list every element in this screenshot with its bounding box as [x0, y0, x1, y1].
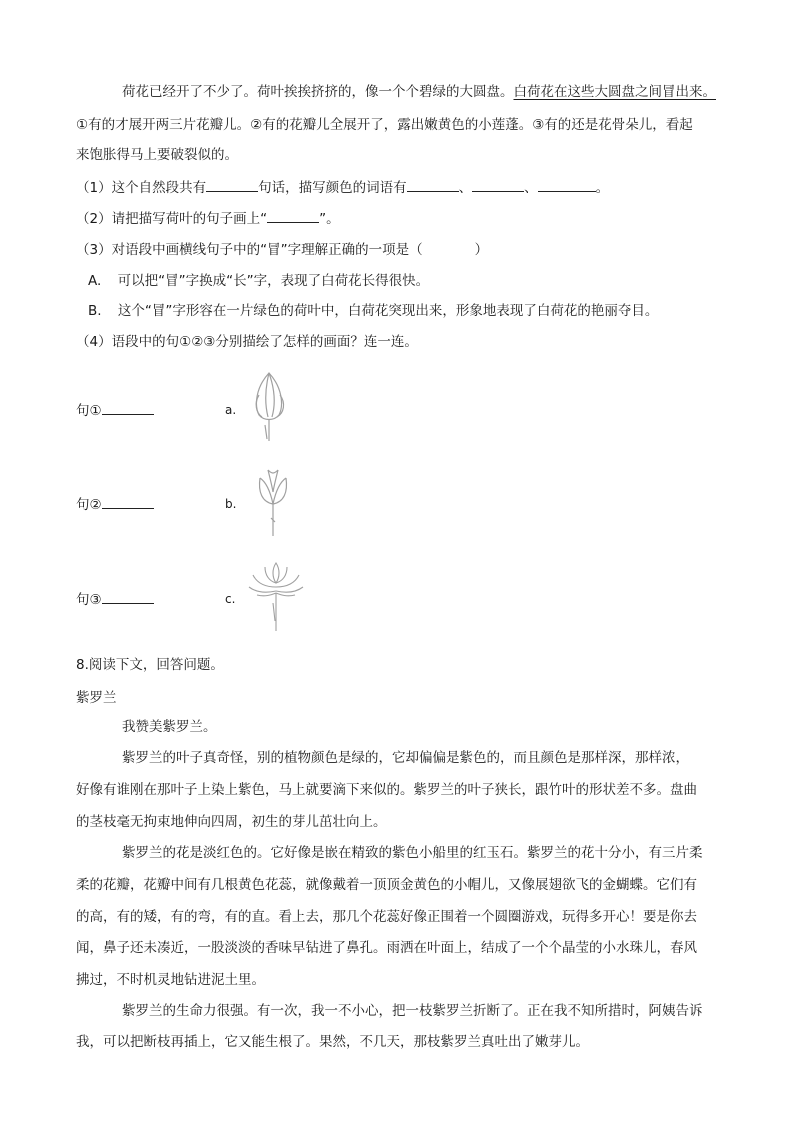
article-paragraph-3-line: 柔的花瓣，花瓣中间有几根黄色花蕊，就像戴着一顶顶金黄色的小帽儿，又像展翅欲飞的金蝴蝶。它们有 [76, 877, 697, 893]
option-b-text: 这个“冒”字形容在一片绿色的荷叶中，白荷花突现出来，形象地表现了白荷花的艳丽夺目。 [117, 303, 659, 319]
question-1-mid: 句话，描写颜色的词语有 [258, 180, 407, 196]
question-3 [76, 240, 488, 260]
question-1-prefix: （1）这个自然段共有 [76, 180, 207, 196]
option-b-label: B. [88, 303, 102, 319]
question-2 [76, 208, 340, 229]
sentence-label: 句① [76, 403, 102, 419]
option-c-marker: c. [225, 592, 236, 606]
passage-text: 荷花已经开了不少了。荷叶挨挨挤挤的，像一个个碧绿的大圆盘。 [122, 84, 514, 100]
answer-blank[interactable] [538, 177, 596, 192]
match-blank[interactable] [102, 400, 154, 415]
article-paragraph-2-line: 的茎枝毫无拘束地伸向四周，初生的芽儿茁壮向上。 [76, 814, 387, 830]
question-2-prefix: （2）请把描写荷叶的句子画上“ [76, 211, 268, 227]
sentence-label: 句③ [76, 592, 102, 608]
option-a-text: 可以把“冒”字换成“长”字，表现了白荷花长得很快。 [117, 273, 430, 289]
separator: 、 [458, 180, 473, 196]
match-sentence-2 [76, 494, 154, 515]
option-b-marker: b. [225, 497, 237, 511]
article-paragraph-2-line: 好像有谁刚在那叶子上染上紫色，马上就要滴下来似的。紫罗兰的叶子狭长，跟竹叶的形状差不多。盘曲 [76, 782, 697, 798]
article-paragraph-3-line: 的高，有的矮，有的弯，有的直。看上去，那几个花蕊好像正围着一个圆圈游戏，玩得多开心！要是你去 [76, 909, 697, 925]
option-b[interactable] [88, 301, 658, 321]
passage-line-1 [122, 82, 716, 102]
match-blank[interactable] [102, 494, 154, 509]
period: 。 [595, 180, 610, 196]
match-sentence-3 [76, 589, 154, 610]
question-3-text: （3）对语段中画横线句子中的“冒”字理解正确的一项是（ [76, 242, 423, 258]
article-paragraph-2-line: 紫罗兰的叶子真奇怪，别的植物颜色是绿的，它却偏偏是紫色的，而且颜色是那样深，那样浓， [122, 750, 689, 766]
article-paragraph-1: 我赞美紫罗兰。 [122, 719, 217, 735]
option-a-marker: a. [225, 403, 237, 417]
answer-blank[interactable] [407, 177, 459, 192]
question-4: （4）语段中的句①②③分别描绘了怎样的画面？连一连。 [76, 334, 418, 350]
article-paragraph-3-line: 紫罗兰的花是淡红色的。它好像是嵌在精致的紫色小船里的红玉石。紫罗兰的花十分小，有三片柔 [122, 845, 703, 861]
article-paragraph-3-line: 拂过，不时机灵地钻进泥土里。 [76, 972, 265, 988]
question-1 [76, 177, 609, 198]
passage-line-3: 来饱胀得马上要破裂似的。 [76, 147, 238, 163]
passage-line-2: ①有的才展开两三片花瓣儿。②有的花瓣儿全展开了，露出嫩黄色的小莲蓬。③有的还是花骨朵儿，看起 [76, 117, 693, 133]
option-a-label: A. [88, 273, 102, 289]
article-paragraph-3-line: 闻，鼻子还未凑近，一股淡淡的香味早钻进了鼻孔。雨洒在叶面上，结成了一个个晶莹的小水珠儿，春风 [76, 940, 697, 956]
underlined-sentence: 白荷花在这些大圆盘之间冒出来。 [513, 84, 716, 100]
lotus-tulip-icon [248, 460, 298, 538]
close-paren: ） [474, 242, 489, 258]
article-paragraph-4-line: 紫罗兰的生命力很强。有一次，我一不小心，把一枝紫罗兰折断了。正在我不知所措时，阿姨告诉 [122, 1003, 703, 1019]
lotus-bud-icon [244, 365, 294, 443]
sentence-label: 句② [76, 497, 102, 513]
answer-blank[interactable] [267, 208, 319, 223]
article-title: 紫罗兰 [76, 690, 117, 706]
separator: 、 [524, 180, 538, 196]
match-sentence-1 [76, 400, 154, 421]
lotus-bloom-icon [245, 555, 307, 635]
question-2-suffix: ”。 [319, 211, 340, 227]
match-blank[interactable] [102, 589, 154, 604]
option-a[interactable] [88, 271, 429, 291]
answer-blank[interactable] [206, 177, 258, 192]
question-8-heading: 8.阅读下文，回答问题。 [76, 657, 224, 673]
article-paragraph-4-line: 我，可以把断枝再插上，它又能生根了。果然，不几天，那枝紫罗兰真吐出了嫩芽儿。 [76, 1034, 589, 1050]
answer-blank[interactable] [472, 177, 524, 192]
